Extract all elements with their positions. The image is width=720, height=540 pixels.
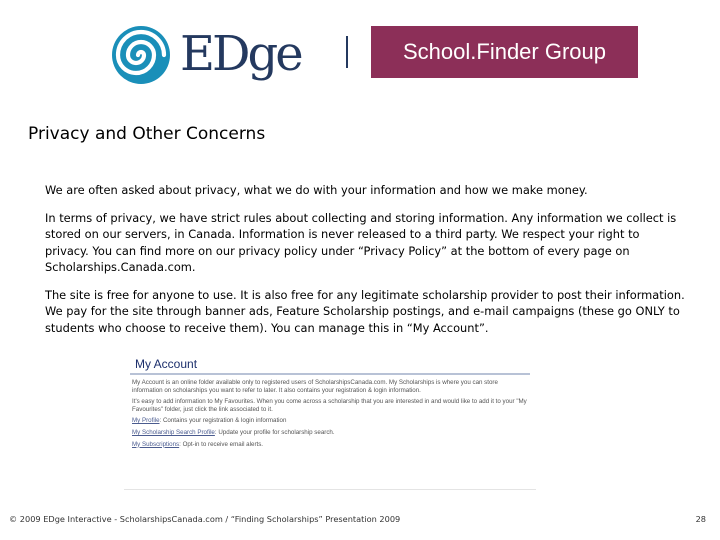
my-scholarship-search-profile-desc: : Update your profile for scholarship search. bbox=[214, 428, 335, 436]
my-subscriptions-link[interactable]: My Subscriptions bbox=[132, 440, 180, 448]
paragraph-intro: We are often asked about privacy, what we do with your information and how we make money. bbox=[45, 183, 588, 197]
my-account-screenshot bbox=[124, 356, 536, 490]
footer-copyright: © 2009 EDge Interactive - ScholarshipsCanada.com / “Finding Scholarships” Presentation 2009 bbox=[9, 514, 401, 524]
header-separator bbox=[346, 36, 348, 68]
spiral-logo-icon bbox=[110, 24, 172, 86]
paragraph-privacy: In terms of privacy, we have strict rules about collecting and storing information. Any information we collect is stored on our servers, in Canada. Information is never released to a third party. We respect your right to privacy. You can find more on our privacy policy under “Privacy Policy” at the bottom of every page on Scholarships.Canada.com. bbox=[45, 210, 677, 274]
my-account-paragraph-2: It's easy to add information to My Favourites. When you come across a scholarship that you are interested in and would like to add it to your "My Favourites" folder, just click the link associated to it. bbox=[132, 398, 527, 413]
my-account-link-row-subscriptions bbox=[132, 441, 530, 449]
my-subscriptions-desc: : Opt-in to receive email alerts. bbox=[179, 440, 264, 448]
page-number: 28 bbox=[695, 514, 706, 524]
slide-body bbox=[45, 182, 685, 347]
my-account-paragraph-1: My Account is an online folder available only to registered users of ScholarshipsCanada.com. My Scholarships is where you can store information on scholarships you want to refer to later. It also contains your registration & login information. bbox=[132, 379, 498, 394]
my-account-link-row-search bbox=[132, 429, 530, 437]
my-profile-link[interactable]: My Profile bbox=[132, 417, 160, 425]
paragraph-free: The site is free for anyone to use. It is also free for any legitimate scholarship provider to post their information. We pay for the site through banner ads, Feature Scholarship postings, and e-mail campaigns (these go ONLY to students who choose to receive them). You can manage this in “My Account”. bbox=[45, 287, 685, 335]
brand-wordmark: EDge bbox=[180, 26, 301, 82]
my-profile-desc: : Contains your registration & login information bbox=[159, 417, 287, 425]
logo bbox=[110, 24, 360, 94]
my-scholarship-search-profile-link[interactable]: My Scholarship Search Profile bbox=[132, 428, 215, 436]
my-account-link-row-profile bbox=[132, 417, 530, 425]
slide-title: Privacy and Other Concerns bbox=[28, 124, 266, 144]
group-badge bbox=[371, 26, 638, 78]
group-label: School.Finder Group bbox=[403, 39, 606, 64]
my-account-title: My Account bbox=[130, 356, 530, 375]
my-account-text bbox=[130, 379, 530, 448]
